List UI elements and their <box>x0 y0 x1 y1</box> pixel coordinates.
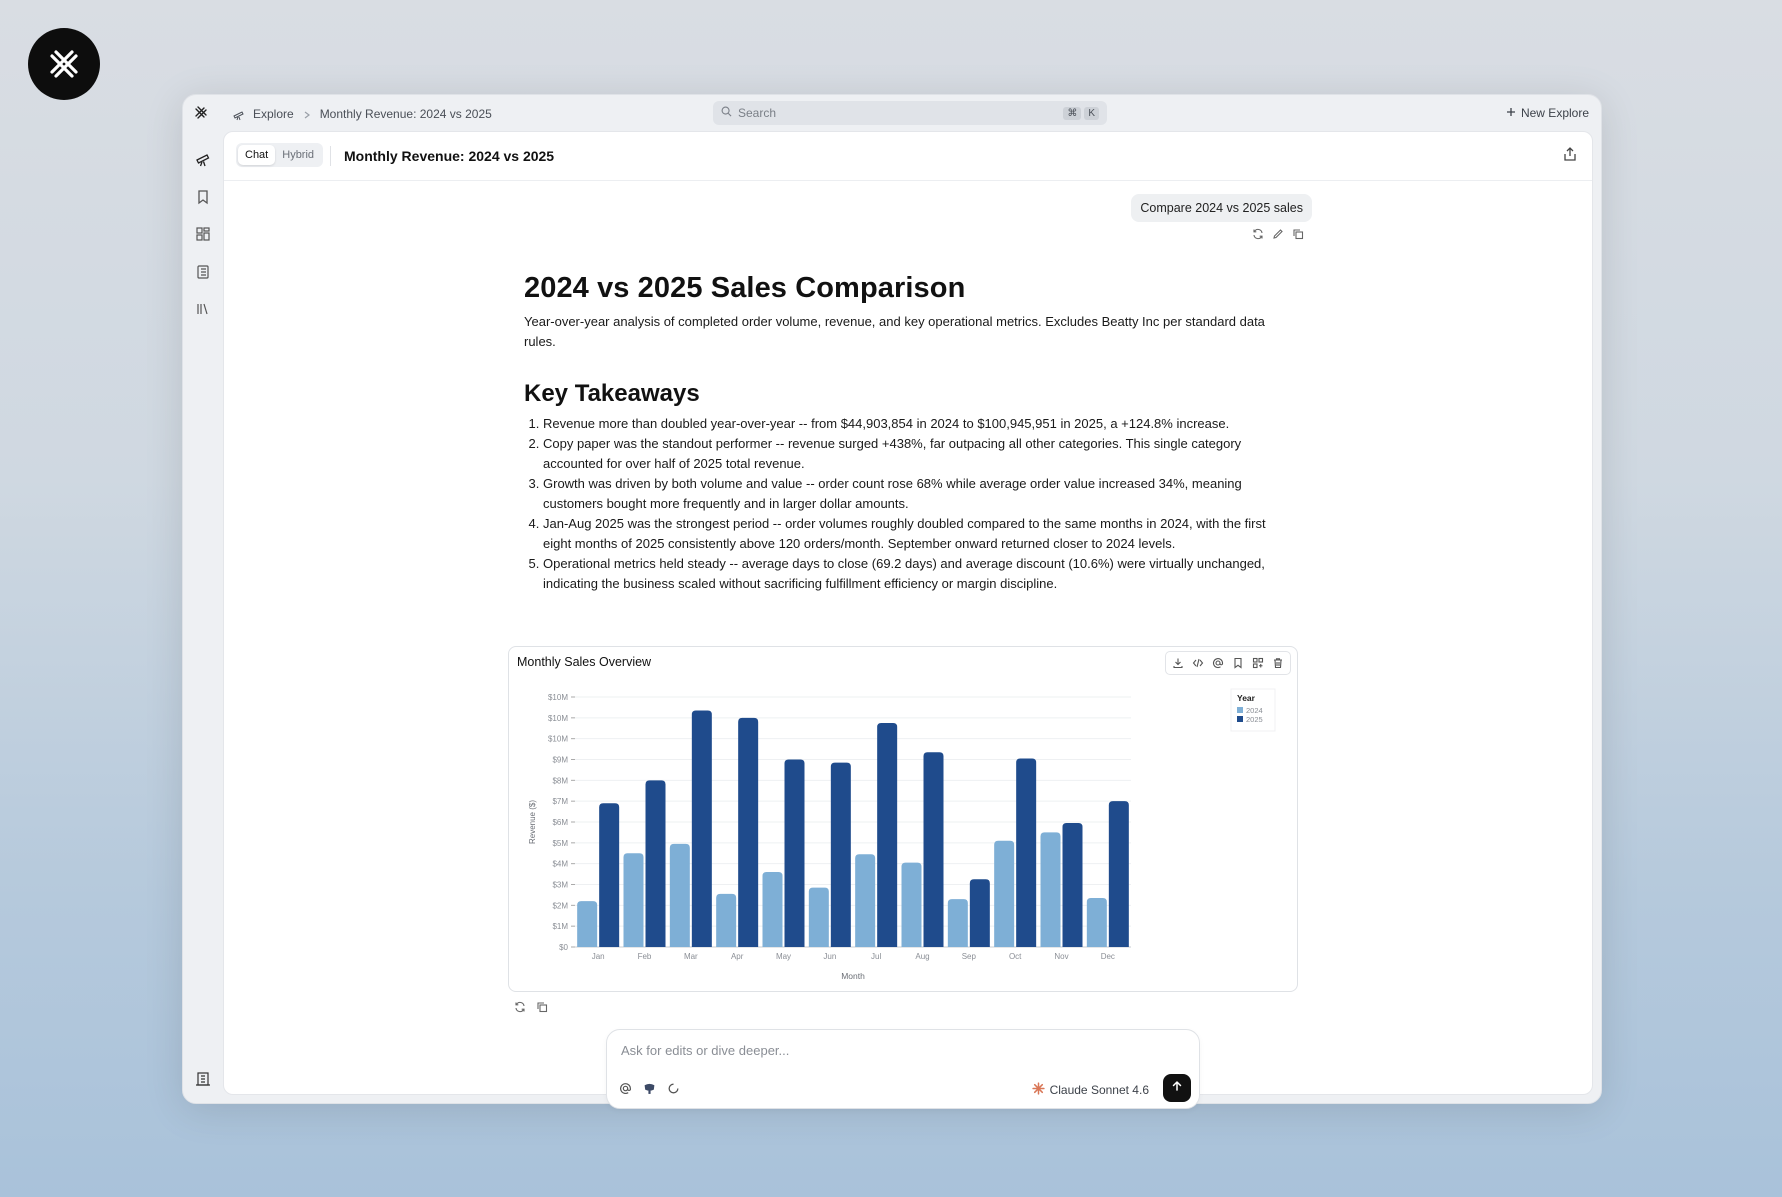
y-tick-label: $3M <box>552 880 568 890</box>
composer <box>606 1029 1200 1109</box>
bar-2024-may <box>763 872 783 947</box>
legend-label: 2025 <box>1246 715 1263 724</box>
bar-2024-feb <box>624 853 644 947</box>
model-name: Claude Sonnet 4.6 <box>1049 1083 1149 1097</box>
bar-2024-sep <box>948 899 968 947</box>
user-prompt-bubble: Compare 2024 vs 2025 sales <box>1131 194 1312 222</box>
bar-2025-oct <box>1016 758 1036 947</box>
bar-2024-aug <box>902 863 922 947</box>
document-icon[interactable] <box>193 262 213 282</box>
y-tick-label: $6M <box>552 818 568 827</box>
app-logo-icon[interactable] <box>193 105 209 126</box>
new-explore-label: New Explore <box>1520 106 1589 120</box>
y-tick-label: $7M <box>552 797 568 807</box>
search-icon <box>721 106 732 120</box>
y-tick-label: $2M <box>552 901 568 911</box>
model-selector[interactable] <box>1032 1082 1149 1098</box>
x-tick-label: Dec <box>1100 952 1115 961</box>
bar-chart <box>509 647 1297 991</box>
library-icon[interactable] <box>193 299 213 319</box>
share-icon[interactable] <box>1562 146 1578 167</box>
top-bar <box>183 95 1601 131</box>
composer-input[interactable] <box>619 1042 1183 1059</box>
x-tick-label: Oct <box>1008 952 1022 961</box>
loading-icon[interactable] <box>665 1080 681 1096</box>
chart-title: Monthly Sales Overview <box>517 655 652 669</box>
header-divider <box>330 146 331 166</box>
takeaway-item: 2. Copy paper was the standout performer -- revenue surged +438%, far outpacing all other categories. This single category accounted for over half of 2025 total revenue. <box>543 434 1294 474</box>
bar-2025-apr <box>738 718 758 947</box>
y-tick-label: $10M <box>547 693 568 702</box>
y-tick-label: $1M <box>552 922 568 932</box>
takeaway-item: 3. Growth was driven by both volume and value -- order count rose 68% while average order value increased 34%, meaning customers bought more frequently and in larger dollar amounts. <box>543 474 1294 514</box>
bar-2025-sep <box>970 879 990 947</box>
x-tick-label: Nov <box>1054 952 1069 961</box>
claude-spark-icon <box>1032 1082 1045 1098</box>
response-actions <box>514 1000 548 1018</box>
legend-swatch-2025 <box>1237 716 1243 722</box>
download-icon[interactable] <box>1169 654 1187 672</box>
edit-icon[interactable] <box>1272 227 1284 245</box>
page-title: Monthly Revenue: 2024 vs 2025 <box>344 148 555 164</box>
search-placeholder: Search <box>738 106 777 120</box>
x-tick-label: May <box>775 952 792 961</box>
breadcrumb-current[interactable]: Monthly Revenue: 2024 vs 2025 <box>319 107 492 121</box>
x-tick-label: Jul <box>871 952 882 961</box>
bar-2025-aug <box>924 752 944 947</box>
takeaway-item: 1. Revenue more than doubled year-over-year -- from $44,903,854 in 2024 to $100,945,951 in 2025, a +124.8% increase. <box>543 414 1294 434</box>
building-icon[interactable] <box>193 1069 213 1089</box>
breadcrumb-explore[interactable]: Explore <box>253 107 294 121</box>
x-tick-label: Jan <box>591 952 605 961</box>
y-tick-label: $0 <box>559 943 568 952</box>
brand-logo-badge <box>28 28 100 100</box>
takeaways-heading: Key Takeaways <box>524 380 700 407</box>
bar-2025-may <box>785 760 805 948</box>
left-rail <box>183 131 223 1103</box>
y-tick-label: $9M <box>552 755 568 765</box>
arrow-up-icon <box>1171 1079 1183 1097</box>
telescope-icon <box>233 107 245 121</box>
plus-icon <box>1506 106 1516 120</box>
mention-icon[interactable] <box>1209 654 1227 672</box>
bar-2025-jun <box>831 763 851 947</box>
bar-2024-oct <box>994 841 1014 947</box>
y-axis-title: Revenue ($) <box>528 799 537 845</box>
y-tick-label: $10M <box>547 713 568 723</box>
code-icon[interactable] <box>1189 654 1207 672</box>
new-explore-button[interactable] <box>1506 106 1589 120</box>
y-tick-label: $10M <box>547 734 568 744</box>
add-to-dashboard-icon[interactable] <box>1249 654 1267 672</box>
bookmark-icon[interactable] <box>193 187 213 207</box>
x-tick-label: Aug <box>915 952 930 961</box>
bar-2024-nov <box>1041 832 1061 947</box>
mention-icon[interactable] <box>617 1080 633 1096</box>
main-panel <box>223 131 1593 1095</box>
takeaway-item: 5. Operational metrics held steady -- average days to close (69.2 days) and average discount (10.6%) were virtually unchanged, indicating the business scaled without sacrificing fulfillment efficiency or margin discipline. <box>543 554 1294 594</box>
mode-hybrid-button[interactable]: Hybrid <box>282 149 315 161</box>
prompt-actions <box>1252 227 1304 245</box>
brand-logo-icon <box>42 42 86 86</box>
bar-2024-dec <box>1087 898 1107 947</box>
bar-2025-feb <box>646 780 666 947</box>
bookmark-icon[interactable] <box>1229 654 1247 672</box>
legend-swatch-2024 <box>1237 707 1243 713</box>
bar-2024-apr <box>716 894 736 947</box>
bar-2025-jan <box>599 803 619 947</box>
x-tick-label: Sep <box>961 952 976 961</box>
takeaways-list <box>524 414 1294 594</box>
chart-toolbar <box>1165 651 1291 675</box>
takeaway-item: 4. Jan-Aug 2025 was the strongest period -- order volumes roughly doubled compared to the same months in 2024, with the first eight months of 2025 consistently above 120 orders/month. September onward returned closer to 2024 levels. <box>543 514 1294 554</box>
bar-2025-mar <box>692 711 712 947</box>
legend-title: Year <box>1237 693 1255 703</box>
breadcrumb <box>233 107 492 121</box>
shortcut-key-k: K <box>1084 107 1099 120</box>
x-tick-label: Jun <box>823 952 837 961</box>
app-window <box>182 94 1602 1104</box>
panel-header <box>224 132 1592 181</box>
x-axis-title: Month <box>841 971 865 981</box>
y-tick-label: $8M <box>552 776 568 786</box>
mode-chat-button[interactable]: Chat <box>238 145 275 165</box>
x-tick-label: Apr <box>730 952 744 961</box>
copy-icon[interactable] <box>1292 227 1304 245</box>
mode-toggle <box>236 143 323 167</box>
bar-2025-jul <box>877 723 897 947</box>
composer-tools <box>617 1080 681 1096</box>
trash-icon[interactable] <box>1269 654 1287 672</box>
retry-icon[interactable] <box>1252 227 1264 245</box>
dashboard-icon[interactable] <box>193 224 213 244</box>
bar-2024-jul <box>855 854 875 947</box>
bar-2024-mar <box>670 844 690 947</box>
bar-2025-nov <box>1063 823 1083 947</box>
y-tick-label: $4M <box>552 859 568 869</box>
send-button[interactable] <box>1163 1074 1191 1102</box>
copy-icon[interactable] <box>536 1000 548 1018</box>
bar-2025-dec <box>1109 801 1129 947</box>
bar-2024-jun <box>809 888 829 947</box>
y-tick-label: $5M <box>552 838 568 848</box>
response-article <box>524 272 1294 594</box>
article-description: Year-over-year analysis of completed order volume, revenue, and key operational metrics. Excludes Beatty Inc per standard data rules. <box>524 314 1265 349</box>
retry-icon[interactable] <box>514 1000 526 1018</box>
bar-2024-jan <box>577 901 597 947</box>
shortcut-key-cmd: ⌘ <box>1063 107 1081 120</box>
x-tick-label: Feb <box>637 952 652 961</box>
x-tick-label: Mar <box>683 952 698 961</box>
search-input[interactable] <box>713 101 1107 125</box>
chart-card <box>508 646 1298 992</box>
legend-label: 2024 <box>1246 706 1263 715</box>
chevron-right-icon <box>302 107 312 121</box>
article-title: 2024 vs 2025 Sales Comparison <box>524 272 966 304</box>
database-icon[interactable] <box>641 1080 657 1096</box>
telescope-nav-icon[interactable] <box>193 149 213 169</box>
